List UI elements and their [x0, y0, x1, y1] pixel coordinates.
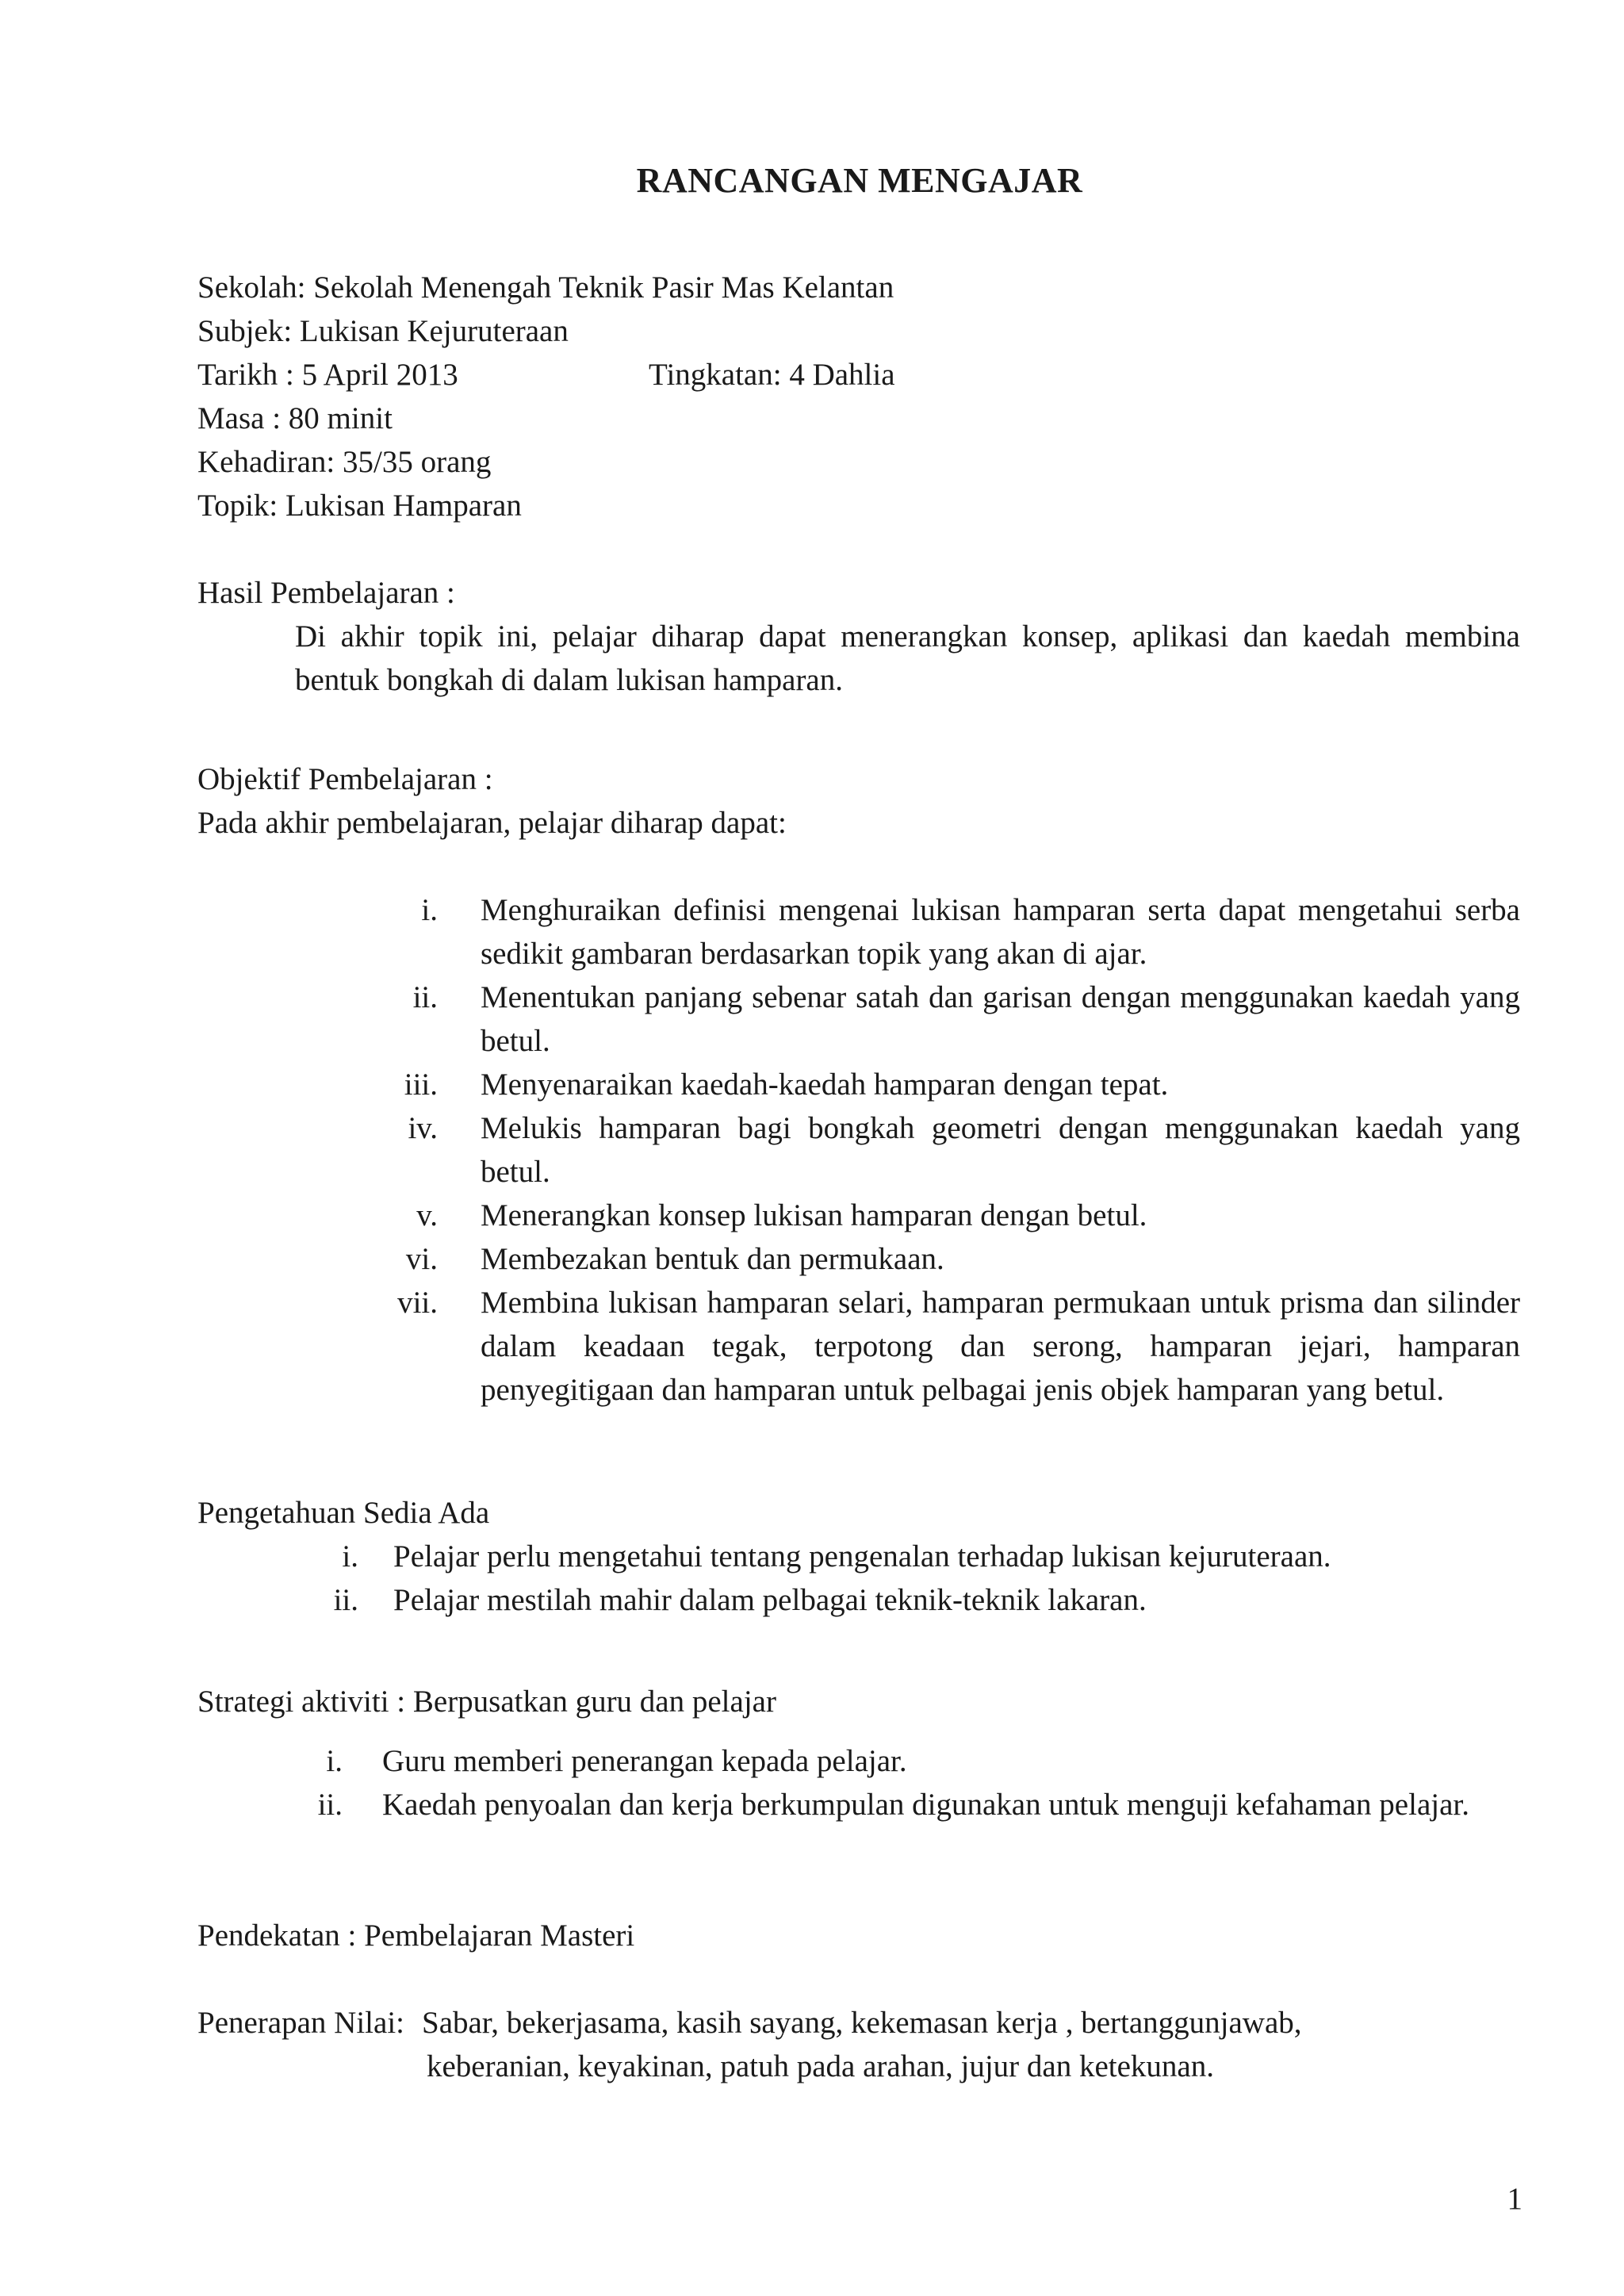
page-number: 1	[1507, 2182, 1522, 2216]
objectives-heading: Objektif Pembelajaran :	[197, 762, 493, 796]
list-text: Kaedah penyoalan dan kerja berkumpulan digunakan untuk menguji kefahaman pelajar.	[382, 1788, 1469, 1822]
list-item	[421, 888, 1520, 976]
list-text: Pelajar mestilah mahir dalam pelbagai teknik-teknik lakaran.	[393, 1583, 1147, 1617]
list-item	[397, 1281, 1520, 1412]
list-number: iii.	[404, 1068, 438, 1102]
objectives-list	[397, 888, 1520, 1412]
learning-outcome-heading: Hasil Pembelajaran :	[197, 576, 455, 610]
topic-line: Topik: Lukisan Hamparan	[197, 489, 522, 523]
list-number: ii.	[333, 1583, 358, 1617]
prior-knowledge-heading: Pengetahuan Sedia Ada	[197, 1496, 490, 1530]
approach-line: Pendekatan : Pembelajaran Masteri	[197, 1918, 635, 1953]
list-item	[412, 976, 1520, 1063]
list-item	[333, 1578, 1520, 1622]
list-number: iv.	[408, 1111, 438, 1145]
document-title: RANCANGAN MENGAJAR	[636, 161, 1083, 200]
strategy-heading: Strategi aktiviti : Berpusatkan guru dan pelajar	[197, 1685, 776, 1719]
list-number: vii.	[397, 1286, 438, 1320]
list-item	[317, 1783, 1520, 1826]
date-line: Tarikh : 5 April 2013	[197, 358, 458, 392]
subject-line: Subjek: Lukisan Kejuruteraan	[197, 314, 569, 348]
list-number: ii.	[317, 1788, 343, 1822]
list-text: Membezakan bentuk dan permukaan.	[481, 1242, 944, 1276]
values-line-2: keberanian, keyakinan, patuh pada arahan, jujur dan ketekunan.	[427, 2049, 1214, 2083]
learning-outcome-text: Di akhir topik ini, pelajar diharap dapat menerangkan konsep, aplikasi dan kaedah membina bentuk bongkah di dalam lukisan hamparan.	[295, 619, 1520, 697]
attendance-line: Kehadiran: 35/35 orang	[197, 445, 492, 479]
prior-knowledge-list	[333, 1535, 1520, 1622]
list-item	[405, 1237, 1520, 1281]
list-number: vi.	[405, 1242, 438, 1276]
values-label: Penerapan Nilai:	[197, 2006, 404, 2040]
class-line: Tingkatan: 4 Dahlia	[649, 358, 895, 392]
list-text: Guru memberi penerangan kepada pelajar.	[382, 1744, 907, 1778]
list-item	[342, 1535, 1520, 1578]
list-text: Menyenaraikan kaedah-kaedah hamparan dengan tepat.	[481, 1068, 1169, 1102]
objectives-intro: Pada akhir pembelajaran, pelajar diharap dapat:	[197, 806, 787, 840]
list-item	[404, 1063, 1520, 1106]
list-text: Menentukan panjang sebenar satah dan garisan dengan menggunakan kaedah yang betul.	[481, 980, 1520, 1058]
list-item	[326, 1739, 1520, 1783]
list-text: Menghuraikan definisi mengenai lukisan hamparan serta dapat mengetahui serba sedikit gambaran berdasarkan topik yang akan di ajar.	[481, 893, 1520, 971]
list-number: v.	[416, 1198, 438, 1232]
list-number: i.	[342, 1539, 358, 1573]
list-item	[408, 1106, 1520, 1194]
values-line-1: Sabar, bekerjasama, kasih sayang, kekemasan kerja , bertanggunjawab,	[422, 2006, 1302, 2040]
list-number: ii.	[412, 980, 438, 1014]
strategy-list	[317, 1739, 1520, 1826]
list-text: Melukis hamparan bagi bongkah geometri dengan menggunakan kaedah yang betul.	[481, 1111, 1520, 1189]
list-text: Menerangkan konsep lukisan hamparan dengan betul.	[481, 1198, 1147, 1232]
list-text: Membina lukisan hamparan selari, hamparan permukaan untuk prisma dan silinder dalam keadaan tegak, terpotong dan serong, hamparan jejari, hamparan penyegitigaan dan hamparan untuk pelbagai jenis objek hamparan yang betul.	[481, 1286, 1520, 1407]
duration-line: Masa : 80 minit	[197, 401, 393, 435]
school-line: Sekolah: Sekolah Menengah Teknik Pasir Mas Kelantan	[197, 270, 894, 305]
list-number: i.	[326, 1744, 343, 1778]
list-number: i.	[421, 893, 438, 927]
list-item	[416, 1194, 1520, 1237]
list-text: Pelajar perlu mengetahui tentang pengenalan terhadap lukisan kejuruteraan.	[393, 1539, 1331, 1573]
